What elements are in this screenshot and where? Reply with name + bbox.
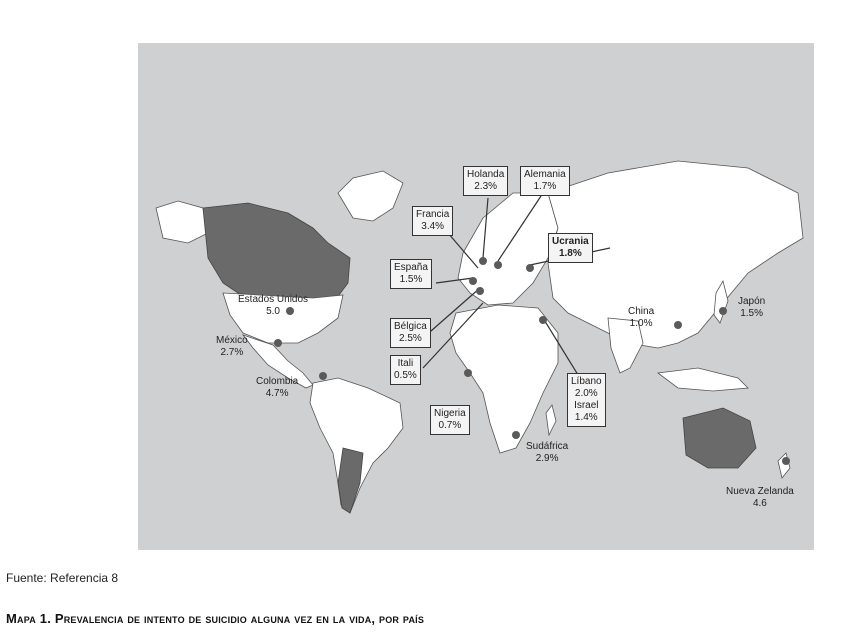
label-espana: España 1.5%: [390, 259, 432, 289]
new-zealand-shape: [778, 453, 790, 478]
argentina-shape: [338, 448, 363, 513]
label-libano-israel: Líbano 2.0% Israel 1.4%: [567, 373, 606, 427]
madagascar-shape: [546, 405, 556, 435]
label-mexico: México 2.7%: [216, 335, 248, 358]
label-ucrania: Ucrania 1.8%: [548, 233, 593, 263]
label-sudafrica: Sudáfrica 2.9%: [526, 441, 569, 464]
label-china: China 1.0%: [628, 306, 655, 329]
map-caption: Mapa 1. Prevalencia de intento de suicidio alguna vez en la vida, por país: [6, 611, 425, 626]
source-note: Fuente: Referencia 8: [6, 571, 119, 585]
australia-shape: [683, 408, 756, 468]
europe-shape: [458, 193, 558, 305]
label-alemania: Alemania 1.7%: [520, 166, 570, 196]
indonesia-shape: [658, 368, 748, 391]
world-map: [138, 43, 814, 550]
label-estados-unidos: Estados Unidos 5.0: [238, 294, 309, 317]
label-belgica: Bélgica 2.5%: [390, 318, 431, 348]
label-japon: Japón 1.5%: [738, 296, 766, 319]
label-holanda: Holanda 2.3%: [463, 166, 508, 196]
label-italia: Itali 0.5%: [390, 355, 421, 385]
greenland-shape: [338, 171, 403, 221]
label-colombia: Colombia 4.7%: [256, 376, 299, 399]
canada-shape: [203, 203, 350, 303]
label-nueva-zelanda: Nueva Zelanda 4.6: [726, 486, 794, 509]
label-nigeria: Nigeria 0.7%: [430, 405, 470, 435]
label-francia: Francia 3.4%: [412, 206, 453, 236]
alaska-shape: [156, 201, 208, 243]
